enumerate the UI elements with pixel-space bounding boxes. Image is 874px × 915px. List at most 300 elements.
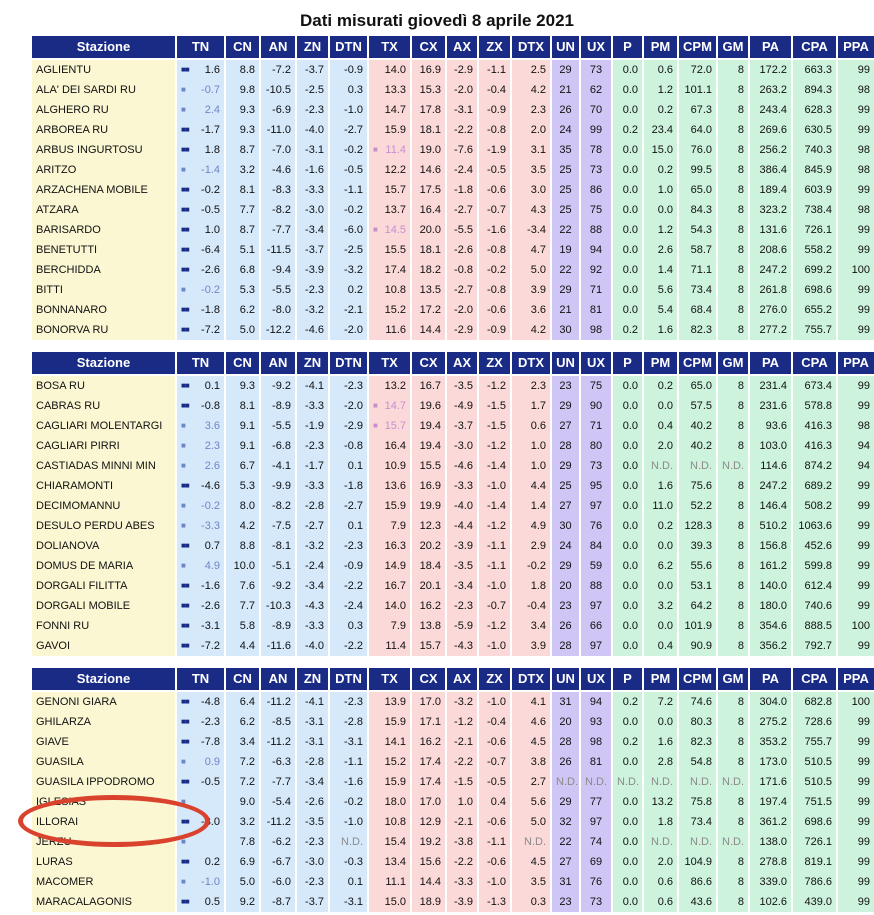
cell-value: 14.5 xyxy=(384,224,406,236)
cell-un xyxy=(552,260,579,280)
table-row xyxy=(32,456,874,476)
cell-value: 72.0 xyxy=(690,64,712,76)
cell-value: 57.5 xyxy=(690,400,712,412)
cell-value: 52.2 xyxy=(690,500,712,512)
cell-value: 76 xyxy=(589,876,603,888)
cell-zn xyxy=(297,576,328,596)
tn-cell xyxy=(177,596,224,616)
station-name: CASTIADAS MINNI MIN xyxy=(32,456,175,476)
cell-value: 14.9 xyxy=(384,560,406,572)
cell-value: 13.4 xyxy=(384,856,406,868)
cell-value: 0.0 xyxy=(622,204,638,216)
cell-un xyxy=(552,536,579,556)
table-row xyxy=(32,852,874,872)
cell-cpa xyxy=(793,416,836,436)
cell-tx xyxy=(369,832,410,852)
cell-dtn xyxy=(330,456,367,476)
cell-value: -0.8 xyxy=(487,124,506,136)
cell-value: 2.7 xyxy=(530,776,546,788)
cell-value: 99 xyxy=(857,756,870,768)
cell-an xyxy=(261,516,295,536)
cell-ax xyxy=(447,712,477,732)
cell-value: 13.6 xyxy=(384,480,406,492)
column-header-pa: PA xyxy=(750,668,791,690)
cell-value: 0.0 xyxy=(622,796,638,808)
cell-pa xyxy=(750,320,791,340)
cell-value: -2.2 xyxy=(344,640,363,652)
cell-dtx xyxy=(512,496,550,516)
cell-value: 99 xyxy=(857,736,870,748)
cell-zn xyxy=(297,180,328,200)
tn-value: -7.2 xyxy=(201,640,220,652)
cell-value: -11.5 xyxy=(266,244,291,256)
cell-value: -3.0 xyxy=(454,440,473,452)
tn-cell xyxy=(177,300,224,320)
column-header-ppa: PPA xyxy=(838,668,874,690)
cell-pa xyxy=(750,872,791,892)
cell-value: 1063.6 xyxy=(798,520,832,532)
column-header-stazione: Stazione xyxy=(32,36,175,58)
cell-cpa xyxy=(793,180,836,200)
table-row xyxy=(32,872,874,892)
cell-value: -4.6 xyxy=(305,324,324,336)
cell-ppa xyxy=(838,140,874,160)
cell-cn xyxy=(226,712,259,732)
cell-value: -0.8 xyxy=(487,284,506,296)
cell-value: -4.9 xyxy=(454,400,473,412)
cell-gm xyxy=(718,476,748,496)
cell-zn xyxy=(297,200,328,220)
cell-value: -4.0 xyxy=(454,500,473,512)
cell-value: 1.2 xyxy=(657,224,673,236)
cell-pm xyxy=(644,80,677,100)
cell-value: 0.0 xyxy=(622,400,638,412)
cell-p xyxy=(613,812,642,832)
cell-pa xyxy=(750,140,791,160)
cell-tx xyxy=(369,140,410,160)
cell-cpm xyxy=(679,376,716,396)
cell-value: -2.2 xyxy=(454,756,473,768)
cell-pa xyxy=(750,160,791,180)
cell-value: 0.2 xyxy=(622,696,638,708)
cell-value: 386.4 xyxy=(759,164,787,176)
cell-value: 2.8 xyxy=(657,756,673,768)
cell-zx xyxy=(479,832,510,852)
table-row xyxy=(32,140,874,160)
station-name: ARBOREA RU xyxy=(32,120,175,140)
cell-value: 23 xyxy=(559,600,572,612)
cell-value: 8 xyxy=(737,144,744,156)
cell-value: 2.0 xyxy=(657,440,673,452)
column-header-zn: ZN xyxy=(297,668,328,690)
cell-dtn xyxy=(330,160,367,180)
cell-value: 80.3 xyxy=(690,716,712,728)
cell-value: 0.0 xyxy=(622,560,638,572)
cell-an xyxy=(261,872,295,892)
cell-cpa xyxy=(793,516,836,536)
cell-value: -2.4 xyxy=(305,560,324,572)
column-header-ppa: PPA xyxy=(838,36,874,58)
cell-value: 8 xyxy=(737,696,744,708)
tn-cell xyxy=(177,396,224,416)
trend-marker-icon: ■■ xyxy=(181,185,189,194)
station-name: AGLIENTU xyxy=(32,60,175,80)
cell-dtn xyxy=(330,496,367,516)
column-header-un: UN xyxy=(552,352,579,374)
cell-value: -2.1 xyxy=(454,736,473,748)
tn-value: 2.3 xyxy=(204,440,220,452)
cell-value: 26 xyxy=(559,620,572,632)
station-name: GHILARZA xyxy=(32,712,175,732)
cell-un xyxy=(552,832,579,852)
cell-value: 15.3 xyxy=(419,84,441,96)
cell-pa xyxy=(750,732,791,752)
cell-pm xyxy=(644,476,677,496)
cell-value: 0.0 xyxy=(622,104,638,116)
cell-value: 93 xyxy=(589,716,603,728)
cell-tx xyxy=(369,772,410,792)
cell-ax xyxy=(447,120,477,140)
tn-value: -1.4 xyxy=(201,164,220,176)
cell-ax xyxy=(447,496,477,516)
cell-tx xyxy=(369,220,410,240)
cell-value: -10.3 xyxy=(265,600,291,612)
cell-value: 682.8 xyxy=(804,696,832,708)
cell-zx xyxy=(479,576,510,596)
column-header-cn: CN xyxy=(226,352,259,374)
cell-ax xyxy=(447,576,477,596)
tn-value: -4.8 xyxy=(201,696,220,708)
cell-pm xyxy=(644,260,677,280)
cell-value: 23 xyxy=(559,896,572,908)
cell-tx xyxy=(369,120,410,140)
tn-value: 0.5 xyxy=(204,896,220,908)
cell-gm xyxy=(718,260,748,280)
cell-tx xyxy=(369,636,410,656)
cell-value: 71 xyxy=(589,420,603,432)
cell-value: -2.3 xyxy=(344,696,363,708)
tn-cell xyxy=(177,832,224,852)
cell-value: 0.0 xyxy=(622,264,638,276)
cell-an xyxy=(261,732,295,752)
cell-dtx xyxy=(512,120,550,140)
cell-value: 3.6 xyxy=(530,304,546,316)
cell-value: 18.1 xyxy=(419,244,441,256)
cell-gm xyxy=(718,812,748,832)
station-name: CHIARAMONTI xyxy=(32,476,175,496)
cell-cpa xyxy=(793,596,836,616)
cell-value: 14.4 xyxy=(419,324,441,336)
station-name: BOSA RU xyxy=(32,376,175,396)
cell-ux xyxy=(581,320,611,340)
cell-value: 12.9 xyxy=(419,816,441,828)
cell-value: 5.6 xyxy=(530,796,546,808)
table-row xyxy=(32,576,874,596)
station-name: BARISARDO xyxy=(32,220,175,240)
cell-value: 29 xyxy=(559,460,572,472)
cell-p xyxy=(613,872,642,892)
cell-cpm xyxy=(679,772,716,792)
table-row xyxy=(32,832,874,852)
cell-ppa xyxy=(838,456,874,476)
cell-ppa xyxy=(838,200,874,220)
cell-p xyxy=(613,516,642,536)
cell-value: 62 xyxy=(589,84,603,96)
cell-value: 19.2 xyxy=(419,836,441,848)
cell-ax xyxy=(447,456,477,476)
cell-ppa xyxy=(838,892,874,912)
cell-value: 8 xyxy=(737,164,744,176)
cell-cpa xyxy=(793,576,836,596)
tn-cell xyxy=(177,712,224,732)
trend-marker-icon: ■■ xyxy=(181,581,189,590)
cell-dtn xyxy=(330,752,367,772)
tn-cell xyxy=(177,120,224,140)
cell-value: 7.8 xyxy=(239,836,255,848)
cell-value: 0.0 xyxy=(622,84,638,96)
cell-value: 0.2 xyxy=(622,324,638,336)
cell-value: -3.4 xyxy=(454,580,473,592)
cell-value: 99 xyxy=(857,640,870,652)
cell-gm xyxy=(718,60,748,80)
cell-zn xyxy=(297,120,328,140)
cell-an xyxy=(261,260,295,280)
station-name: CAGLIARI MOLENTARGI xyxy=(32,416,175,436)
trend-marker-icon: ■■ xyxy=(181,737,189,746)
cell-zx xyxy=(479,80,510,100)
cell-value: 510.5 xyxy=(804,776,832,788)
cell-an xyxy=(261,616,295,636)
cell-zn xyxy=(297,792,328,812)
cell-value: 4.5 xyxy=(530,856,546,868)
cell-value: 7.2 xyxy=(239,776,255,788)
cell-value: 99 xyxy=(857,480,870,492)
cell-an xyxy=(261,852,295,872)
cell-value: 99 xyxy=(857,816,870,828)
cell-value: 4.9 xyxy=(530,520,546,532)
cell-zn xyxy=(297,812,328,832)
cell-value: 603.9 xyxy=(804,184,832,196)
cell-pm xyxy=(644,852,677,872)
cell-value: -1.4 xyxy=(487,460,506,472)
cell-gm xyxy=(718,396,748,416)
cell-value: 7.2 xyxy=(239,756,255,768)
cell-cx xyxy=(412,376,445,396)
cell-value: 97 xyxy=(589,500,603,512)
cell-value: 30 xyxy=(559,324,572,336)
cell-cpa xyxy=(793,556,836,576)
cell-value: -0.4 xyxy=(487,84,506,96)
cell-value: 28 xyxy=(559,736,572,748)
cell-value: -4.4 xyxy=(454,520,473,532)
cell-an xyxy=(261,456,295,476)
cell-value: -3.1 xyxy=(305,144,324,156)
cell-un xyxy=(552,120,579,140)
cell-cpm xyxy=(679,436,716,456)
cell-cpm xyxy=(679,120,716,140)
cell-value: -9.9 xyxy=(272,480,291,492)
cell-value: 99 xyxy=(857,856,870,868)
cell-ppa xyxy=(838,812,874,832)
cell-cn xyxy=(226,376,259,396)
cell-value: 99 xyxy=(857,304,870,316)
cell-ax xyxy=(447,320,477,340)
cell-ax xyxy=(447,752,477,772)
trend-marker-icon: ■■ xyxy=(181,265,189,274)
cell-value: 1.0 xyxy=(530,440,546,452)
cell-gm xyxy=(718,240,748,260)
data-table-group-1 xyxy=(32,36,874,340)
cell-dtx xyxy=(512,576,550,596)
station-name: ARBUS INGURTOSU xyxy=(32,140,175,160)
cell-cpm xyxy=(679,320,716,340)
cell-tx xyxy=(369,752,410,772)
cell-un xyxy=(552,240,579,260)
cell-ux xyxy=(581,772,611,792)
cell-value: -1.1 xyxy=(487,836,506,848)
cell-dtn xyxy=(330,872,367,892)
cell-cpa xyxy=(793,60,836,80)
cell-un xyxy=(552,616,579,636)
cell-zn xyxy=(297,892,328,912)
table-row xyxy=(32,376,874,396)
cell-value: -3.7 xyxy=(305,244,324,256)
cell-value: 0.2 xyxy=(657,380,673,392)
cell-tx xyxy=(369,80,410,100)
cell-value: 1.0 xyxy=(457,796,473,808)
cell-value: 31 xyxy=(559,876,572,888)
cell-ux xyxy=(581,200,611,220)
cell-value: 16.7 xyxy=(419,380,441,392)
cell-value: -4.3 xyxy=(305,600,324,612)
cell-value: 24 xyxy=(559,540,572,552)
table-row xyxy=(32,280,874,300)
cell-value: 261.8 xyxy=(759,284,787,296)
cell-cpm xyxy=(679,576,716,596)
cell-pa xyxy=(750,456,791,476)
cell-cn xyxy=(226,872,259,892)
cell-value: 0.2 xyxy=(657,520,673,532)
cell-value: 339.0 xyxy=(759,876,787,888)
cell-pa xyxy=(750,80,791,100)
cell-cpm xyxy=(679,516,716,536)
cell-value: -2.7 xyxy=(344,500,363,512)
cell-cx xyxy=(412,476,445,496)
cell-value: 11.4 xyxy=(385,640,406,652)
column-header-an: AN xyxy=(261,352,295,374)
cell-value: 3.2 xyxy=(239,164,255,176)
cell-p xyxy=(613,280,642,300)
cell-ppa xyxy=(838,496,874,516)
cell-value: 29 xyxy=(559,400,572,412)
cell-value: 14.4 xyxy=(419,876,441,888)
cell-value: 323.2 xyxy=(759,204,787,216)
cell-value: -0.4 xyxy=(487,716,506,728)
cell-value: -0.8 xyxy=(454,264,473,276)
cell-un xyxy=(552,496,579,516)
cell-cn xyxy=(226,260,259,280)
cell-ux xyxy=(581,260,611,280)
station-name: JERZU xyxy=(32,832,175,852)
cell-cpa xyxy=(793,80,836,100)
cell-ppa xyxy=(838,436,874,456)
cell-value: 103.0 xyxy=(759,440,787,452)
cell-zn xyxy=(297,852,328,872)
cell-tx xyxy=(369,376,410,396)
column-header-p: P xyxy=(613,668,642,690)
cell-value: -3.9 xyxy=(454,896,473,908)
cell-value: -0.5 xyxy=(487,776,506,788)
cell-value: 0.6 xyxy=(657,64,673,76)
cell-zn xyxy=(297,556,328,576)
cell-value: 8.8 xyxy=(239,540,255,552)
trend-marker-icon: ■■ xyxy=(181,205,189,214)
cell-value: 2.5 xyxy=(530,64,546,76)
cell-value: 20 xyxy=(559,716,572,728)
cell-un xyxy=(552,200,579,220)
cell-gm xyxy=(718,556,748,576)
cell-cpa xyxy=(793,792,836,812)
cell-value: 94 xyxy=(857,460,870,472)
column-header-zx: ZX xyxy=(479,36,510,58)
cell-value: 39.3 xyxy=(690,540,712,552)
cell-value: -2.2 xyxy=(344,580,363,592)
cell-pm xyxy=(644,496,677,516)
cell-value: 755.7 xyxy=(804,736,832,748)
cell-pa xyxy=(750,852,791,872)
table-row xyxy=(32,732,874,752)
table-row xyxy=(32,396,874,416)
tn-cell xyxy=(177,556,224,576)
cell-value: -3.2 xyxy=(305,304,324,316)
cell-zn xyxy=(297,60,328,80)
cell-value: 58.7 xyxy=(690,244,712,256)
cell-value: 99 xyxy=(857,796,870,808)
cell-value: 1.2 xyxy=(657,84,673,96)
cell-value: -0.6 xyxy=(487,856,506,868)
cell-value: -8.1 xyxy=(272,540,291,552)
cell-value: 8 xyxy=(737,856,744,868)
cell-ux xyxy=(581,852,611,872)
cell-dtx xyxy=(512,456,550,476)
cell-ux xyxy=(581,120,611,140)
cell-an xyxy=(261,792,295,812)
tn-cell xyxy=(177,376,224,396)
tn-value: -0.2 xyxy=(201,184,220,196)
cell-zx xyxy=(479,636,510,656)
trend-marker-icon: ■ xyxy=(181,797,185,806)
cell-value: 9.3 xyxy=(239,124,255,136)
cell-value: 276.0 xyxy=(759,304,787,316)
column-header-dtn: DTN xyxy=(330,352,367,374)
cell-zx xyxy=(479,596,510,616)
cell-value: 0.0 xyxy=(622,896,638,908)
cell-value: 8 xyxy=(737,640,744,652)
cell-tx xyxy=(369,852,410,872)
cell-value: -2.3 xyxy=(305,104,324,116)
cell-pa xyxy=(750,536,791,556)
table-row xyxy=(32,556,874,576)
trend-marker-icon: ■■ xyxy=(181,125,189,134)
trend-marker-icon: ■■ xyxy=(181,601,189,610)
table-row xyxy=(32,220,874,240)
cell-cpm xyxy=(679,416,716,436)
cell-dtn xyxy=(330,396,367,416)
cell-pm xyxy=(644,180,677,200)
cell-p xyxy=(613,220,642,240)
cell-dtx xyxy=(512,596,550,616)
cell-pm xyxy=(644,436,677,456)
